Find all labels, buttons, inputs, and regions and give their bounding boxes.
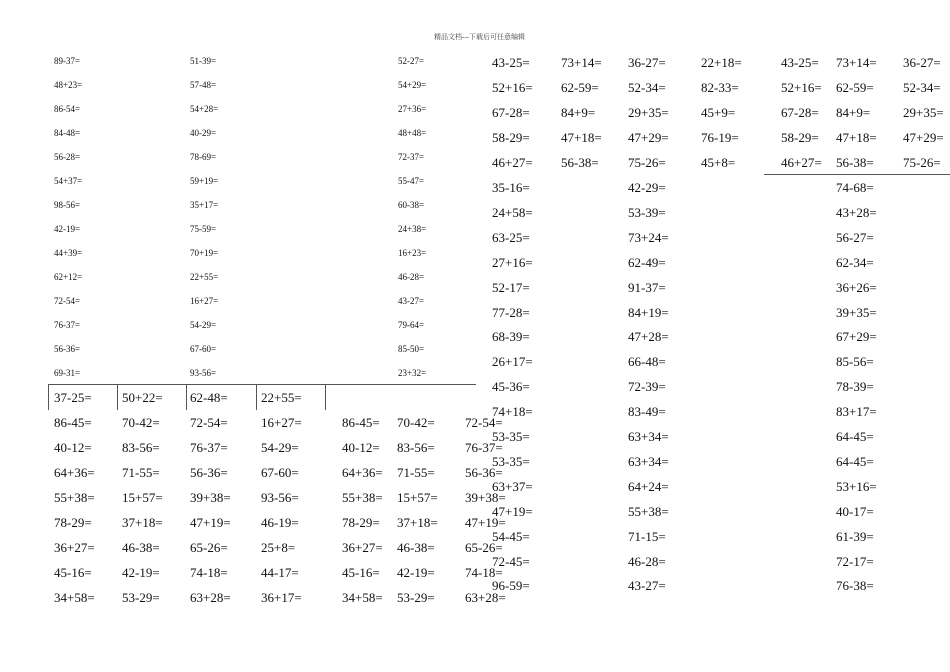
problem-grid: 37+18=	[122, 515, 163, 530]
box-row-divider-1	[48, 384, 49, 410]
problem-small: 23+32=	[398, 368, 427, 378]
problem-grid: 64+36=	[54, 465, 95, 480]
problem-small: 72-37=	[398, 152, 425, 162]
problem-grid: 55+38=	[342, 490, 383, 505]
problem-column: 64+24=	[628, 478, 669, 494]
problem-grid: 47+19=	[190, 515, 231, 530]
problem-grid: 86-45=	[342, 415, 380, 430]
problem-grid: 29+35=	[628, 105, 669, 120]
problem-grid: 34+58=	[54, 590, 95, 605]
problem-column: 72-17=	[836, 553, 874, 569]
problem-column: 43-27=	[628, 578, 666, 594]
problem-grid: 39+38=	[190, 490, 231, 505]
problem-small: 98-56=	[54, 200, 81, 210]
problem-small: 72-54=	[54, 296, 81, 306]
problem-grid: 47+18=	[561, 130, 602, 145]
problem-column: 36+26=	[836, 279, 877, 295]
problem-grid: 36+27=	[342, 540, 383, 555]
problem-grid: 56-38=	[561, 155, 599, 170]
problem-grid: 43-25=	[492, 55, 530, 70]
problem-grid: 40-12=	[342, 440, 380, 455]
problem-column: 63+34=	[628, 429, 669, 444]
problem-column: 83+17=	[836, 404, 877, 420]
problem-small: 54-29=	[190, 320, 217, 330]
problem-small: 48+48=	[398, 128, 427, 138]
problem-grid: 36+17=	[261, 590, 302, 605]
problem-small: 46-28=	[398, 272, 425, 282]
problem-column: 96-59=	[492, 578, 530, 594]
problem-column: 47+19=	[492, 503, 533, 519]
problem-small: 84-48=	[54, 128, 81, 138]
problem-small: 16+23=	[398, 248, 427, 258]
problem-grid: 71-55=	[122, 465, 160, 480]
problem-boxed: 37-25=	[54, 390, 92, 405]
problem-grid: 46-38=	[122, 540, 160, 555]
problem-grid: 76-37=	[465, 440, 503, 455]
problem-grid: 15+57=	[122, 490, 163, 505]
problem-grid: 93-56=	[261, 490, 299, 505]
problem-grid: 82-33=	[701, 80, 739, 95]
problem-grid: 83-56=	[122, 440, 160, 455]
problem-grid: 45-16=	[342, 565, 380, 580]
problem-column: 47+28=	[628, 329, 669, 345]
problem-grid: 25+8=	[261, 540, 296, 555]
page-header: 精品文档---下载后可任意编辑	[434, 33, 525, 41]
problem-small: 76-37=	[54, 320, 81, 330]
problem-grid: 58-29=	[492, 130, 530, 145]
problem-column: 53+16=	[836, 478, 877, 494]
problem-grid: 46+27=	[492, 155, 533, 170]
problem-grid: 53-29=	[122, 590, 160, 605]
problem-small: 75-59=	[190, 224, 217, 234]
problem-grid: 47+29=	[628, 130, 669, 145]
problem-grid: 76-19=	[701, 130, 739, 145]
problem-small: 69-31=	[54, 368, 81, 378]
problem-grid: 36-27=	[903, 55, 941, 70]
problem-grid: 72-54=	[465, 415, 503, 430]
problem-small: 54+29=	[398, 80, 427, 90]
problem-grid: 67-28=	[781, 105, 819, 120]
problem-column: 53-39=	[628, 204, 666, 220]
problem-grid: 43-25=	[781, 55, 819, 70]
problem-small: 51-39=	[190, 56, 217, 66]
problem-grid: 56-36=	[190, 465, 228, 480]
problem-grid: 70-42=	[397, 415, 435, 430]
problem-column: 77-28=	[492, 304, 530, 320]
problem-column: 64-45=	[836, 429, 874, 444]
problem-column: 63-25=	[492, 229, 530, 245]
problem-column: 72-45=	[492, 553, 530, 569]
problem-grid: 64+36=	[342, 465, 383, 480]
problem-column: 78-39=	[836, 379, 874, 395]
problem-grid: 47+18=	[836, 130, 877, 145]
problem-grid: 78-29=	[342, 515, 380, 530]
problem-column: 53-35=	[492, 429, 530, 444]
problem-grid: 65-26=	[465, 540, 503, 555]
problem-column: 64-45=	[836, 453, 874, 469]
problem-column: 24+58=	[492, 204, 533, 220]
problem-small: 60-38=	[398, 200, 425, 210]
problem-small: 85-50=	[398, 344, 425, 354]
box-row-divider-5	[325, 384, 326, 410]
problem-column: 84+19=	[628, 304, 669, 320]
problem-column: 74-68=	[836, 180, 874, 195]
problem-grid: 86-45=	[54, 415, 92, 430]
problem-column: 62-49=	[628, 254, 666, 270]
problem-grid: 78-29=	[54, 515, 92, 530]
problem-grid: 29+35=	[903, 105, 944, 120]
problem-grid: 65-26=	[190, 540, 228, 555]
problem-small: 44+39=	[54, 248, 83, 258]
problem-grid: 44-17=	[261, 565, 299, 580]
problem-small: 16+27=	[190, 296, 219, 306]
problem-grid: 52+16=	[492, 80, 533, 95]
problem-small: 52-27=	[398, 56, 425, 66]
problem-column: 39+35=	[836, 304, 877, 320]
problem-small: 22+55=	[190, 272, 219, 282]
problem-grid: 75-26=	[628, 155, 666, 170]
problem-small: 48+23=	[54, 80, 83, 90]
problem-column: 63+37=	[492, 478, 533, 494]
problem-boxed: 50+22=	[122, 390, 163, 405]
problem-column: 83-49=	[628, 404, 666, 420]
problem-grid: 42-19=	[122, 565, 160, 580]
problem-column: 74+18=	[492, 404, 533, 420]
problem-small: 79-64=	[398, 320, 425, 330]
problem-grid: 45-16=	[54, 565, 92, 580]
problem-grid: 34+58=	[342, 590, 383, 605]
box-row-divider-3	[186, 384, 187, 410]
problem-grid: 63+28=	[465, 590, 506, 605]
right-grid-bottom-line	[764, 174, 950, 175]
problem-small: 42-19=	[54, 224, 81, 234]
problem-boxed: 22+55=	[261, 390, 302, 405]
problem-small: 67-60=	[190, 344, 217, 354]
problem-column: 68-39=	[492, 329, 530, 345]
problem-column: 35-16=	[492, 180, 530, 195]
problem-column: 71-15=	[628, 528, 666, 544]
problem-grid: 37+18=	[397, 515, 438, 530]
problem-column: 53-35=	[492, 453, 530, 469]
problem-grid: 56-36=	[465, 465, 503, 480]
problem-column: 62-34=	[836, 254, 874, 270]
problem-grid: 46-19=	[261, 515, 299, 530]
problem-grid: 42-19=	[397, 565, 435, 580]
problem-small: 54+28=	[190, 104, 219, 114]
problem-column: 73+24=	[628, 229, 669, 245]
problem-boxed: 62-48=	[190, 390, 228, 405]
problem-column: 76-38=	[836, 578, 874, 594]
problem-grid: 45+8=	[701, 155, 736, 170]
problem-grid: 22+18=	[701, 55, 742, 70]
problem-grid: 67-60=	[261, 465, 299, 480]
problem-grid: 53-29=	[397, 590, 435, 605]
problem-grid: 71-55=	[397, 465, 435, 480]
problem-grid: 54-29=	[261, 440, 299, 455]
box-row-top-line	[48, 384, 476, 385]
problem-column: 55+38=	[628, 503, 669, 519]
problem-column: 52-17=	[492, 279, 530, 295]
problem-column: 40-17=	[836, 503, 874, 519]
problem-small: 78-69=	[190, 152, 217, 162]
problem-grid: 52+16=	[781, 80, 822, 95]
problem-small: 86-54=	[54, 104, 81, 114]
problem-grid: 40-12=	[54, 440, 92, 455]
problem-column: 61-39=	[836, 528, 874, 544]
problem-column: 46-28=	[628, 553, 666, 569]
problem-column: 72-39=	[628, 379, 666, 395]
problem-grid: 36-27=	[628, 55, 666, 70]
problem-grid: 73+14=	[836, 55, 877, 70]
problem-column: 66-48=	[628, 354, 666, 370]
problem-grid: 15+57=	[397, 490, 438, 505]
problem-small: 93-56=	[190, 368, 217, 378]
problem-grid: 47+29=	[903, 130, 944, 145]
problem-grid: 58-29=	[781, 130, 819, 145]
problem-small: 55-47=	[398, 176, 425, 186]
problem-grid: 84+9=	[836, 105, 871, 120]
problem-small: 89-37=	[54, 56, 81, 66]
problem-grid: 73+14=	[561, 55, 602, 70]
problem-grid: 46+27=	[781, 155, 822, 170]
problem-grid: 52-34=	[628, 80, 666, 95]
problem-grid: 74-18=	[465, 565, 503, 580]
problem-small: 70+19=	[190, 248, 219, 258]
problem-small: 59+19=	[190, 176, 219, 186]
problem-column: 26+17=	[492, 354, 533, 370]
problem-small: 56-36=	[54, 344, 81, 354]
problem-column: 54-45=	[492, 528, 530, 544]
problem-grid: 36+27=	[54, 540, 95, 555]
problem-grid: 63+28=	[190, 590, 231, 605]
problem-small: 62+12=	[54, 272, 83, 282]
problem-grid: 83-56=	[397, 440, 435, 455]
problem-column: 91-37=	[628, 279, 666, 295]
problem-column: 42-29=	[628, 180, 666, 195]
problem-column: 43+28=	[836, 204, 877, 220]
problem-small: 40-29=	[190, 128, 217, 138]
problem-column: 56-27=	[836, 229, 874, 245]
problem-grid: 39+38=	[465, 490, 506, 505]
box-row-divider-4	[256, 384, 257, 410]
problem-grid: 62-59=	[836, 80, 874, 95]
problem-small: 43-27=	[398, 296, 425, 306]
problem-small: 35+17=	[190, 200, 219, 210]
problem-grid: 67-28=	[492, 105, 530, 120]
problem-small: 24+38=	[398, 224, 427, 234]
problem-grid: 72-54=	[190, 415, 228, 430]
problem-grid: 16+27=	[261, 415, 302, 430]
problem-column: 27+16=	[492, 254, 533, 270]
problem-grid: 75-26=	[903, 155, 941, 170]
problem-grid: 70-42=	[122, 415, 160, 430]
problem-small: 54+37=	[54, 176, 83, 186]
problem-grid: 56-38=	[836, 155, 874, 170]
problem-column: 45-36=	[492, 379, 530, 395]
problem-grid: 76-37=	[190, 440, 228, 455]
problem-grid: 45+9=	[701, 105, 736, 120]
box-row-divider-2	[117, 384, 118, 410]
problem-grid: 47+19=	[465, 515, 506, 530]
problem-small: 57-48=	[190, 80, 217, 90]
problem-small: 56-28=	[54, 152, 81, 162]
problem-grid: 52-34=	[903, 80, 941, 95]
problem-grid: 74-18=	[190, 565, 228, 580]
problem-column: 85-56=	[836, 354, 874, 370]
problem-column: 67+29=	[836, 329, 877, 345]
problem-grid: 84+9=	[561, 105, 596, 120]
problem-grid: 55+38=	[54, 490, 95, 505]
problem-column: 63+34=	[628, 453, 669, 469]
problem-grid: 62-59=	[561, 80, 599, 95]
problem-grid: 46-38=	[397, 540, 435, 555]
problem-small: 27+36=	[398, 104, 427, 114]
